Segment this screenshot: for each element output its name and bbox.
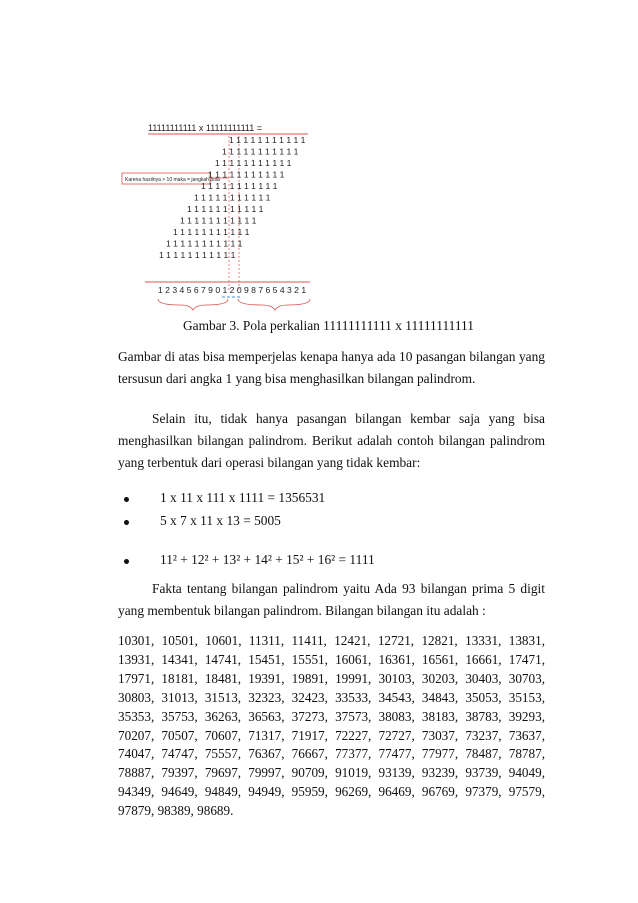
figure-equation: 11111111111 x 11111111111 = [148,123,263,133]
paragraph-2: Selain itu, tidak hanya pasangan bilangan kembar saja yang bisa menghasilkan bilangan palindrom. Berikut adalah contoh bilangan palindrom yang terbentuk dari operasi bilangan yang tidak kembar: [118,411,545,470]
bullet-text: 1 x 11 x 111 x 1111 = 1356531 [160,490,326,505]
bullet-dot-icon [124,559,129,564]
figure-row: 1 1 1 1 1 1 1 1 1 1 1 [159,250,236,260]
bullet-text: 11² + 12² + 13² + 14² + 15² + 16² = 1111 [160,552,375,567]
figure-row: 1 1 1 1 1 1 1 1 1 1 1 [222,146,299,157]
bullet-dot-icon [124,520,129,525]
figure-row: 1 1 1 1 1 1 1 1 1 1 1 [194,192,271,203]
bullet-text: 5 x 7 x 11 x 13 = 5005 [160,513,281,528]
figure-row: 1 1 1 1 1 1 1 1 1 1 1 [208,169,285,180]
figure-result: 1 2 3 4 5 6 7 9 0 1 2 0 9 8 7 6 5 4 3 2 1 [158,285,307,295]
figure-row: 1 1 1 1 1 1 1 1 1 1 1 [229,135,306,145]
paragraph-3: Fakta tentang bilangan palindrom yaitu Ada 93 bilangan prima 5 digit yang membentuk bilangan palindrom. Bilangan bilangan itu adalah : [118,581,545,618]
multiplication-pattern-figure [0,0,638,320]
figure-rows [159,135,306,260]
figure-row: 1 1 1 1 1 1 1 1 1 1 1 [166,238,243,249]
figure-caption: Gambar 3. Pola perkalian 11111111111 x 11111111111 [183,318,474,333]
figure-note: Karena hasilnya > 10 maka = jangkah pola [125,177,220,183]
figure-brace-left [158,299,228,310]
figure-row: 1 1 1 1 1 1 1 1 1 1 1 [215,158,292,168]
palindrome-prime-list: 10301, 10501, 10601, 11311, 11411, 12421, 12721, 12821, 13331, 13831, 13931, 14341, 14741, 15451, 15551, 16061, 16361, 16561, 16661, 17471, 17971, 18181, 18481, 19391, 19891, 19991, 30103, 30203, 30403, 30703, 30803, 31013, 31513, 32323, 32423, 33533, 34543, 34843, 35053, 35153, 35353, 35753, 36263, 36563, 37273, 37573, 38083, 38183, 38783, 39293, 70207, 70507, 70607, 71317, 71917, 72227, 72727, 73037, 73237, 73637, 74047, 74747, 75557, 76367, 76667, 77377, 77477, 77977, 78487, 78787, 78887, 79397, 79697, 79997, 90709, 91019, 93139, 93239, 93739, 94049, 94349, 94649, 94849, 94949, 95959, 96269, 96469, 96769, 97379, 97579, 97879, 98389, 98689. [118,633,545,819]
figure-row: 1 1 1 1 1 1 1 1 1 1 1 [201,181,278,191]
figure-row: 1 1 1 1 1 1 1 1 1 1 1 [187,204,264,214]
paragraph-1: Gambar di atas bisa memperjelas kenapa hanya ada 10 pasangan bilangan yang tersusun dari angka 1 yang bisa menghasilkan bilangan palindrom. [118,349,545,386]
bullet-dot-icon [124,497,129,502]
figure-row: 1 1 1 1 1 1 1 1 1 1 1 [180,215,257,226]
figure-row: 1 1 1 1 1 1 1 1 1 1 1 [173,227,250,237]
figure-brace-right [238,299,310,310]
